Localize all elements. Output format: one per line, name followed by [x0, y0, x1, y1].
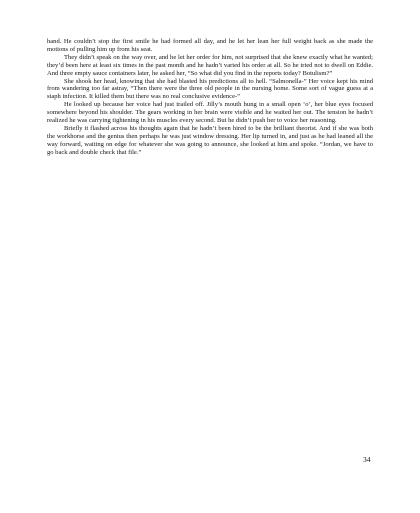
paragraph-4: He looked up because her voice had just trailed off. Jilly’s mouth hung in a small open ‘o’, her blue eyes focused somewhere beyond his shoulder. The gears working in her brain were visible and he waited her out. The tension he hadn’t realized he was carrying tightening in his muscles every second. But he didn’t push her to voice her reasoning.	[47, 101, 373, 125]
paragraph-2: They didn’t speak on the way over, and he let her order for him, not surprised that she knew exactly what he wanted; they’d been here at least six times in the past month and he hadn’t varied his order at all. So he tried not to dwell on Eddie. And three empty sauce containers later, he asked her, “So what did you find in the reports today? Botulism?”	[47, 53, 373, 77]
paragraph-5: Briefly it flashed across his thoughts again that he hadn’t been hired to be the brilliant theorist. And if she was both the workhorse and the genius then perhaps he was just window dressing. Her lip turned in, and just as he had leaned all the way forward, waiting on edge for whatever she was going to announce, she looked at him and spoke. “Jordan, we have to go back and double check that file.”	[47, 124, 373, 156]
paragraph-1: hand. He couldn’t stop the first smile he had formed all day, and he let her lean her full weight back as she made the motions of pulling him up from his seat.	[47, 38, 373, 53]
page-number: 34	[363, 455, 371, 464]
paragraph-3: She shook her head, knowing that she had blasted his predictions all to hell. “Salmonella-” Her voice kept his mind from wandering too far astray, “Then there were the three old people in the nursing home. Some sort of vague guess at a staph infection. It killed them but there was no real conclusive evidence-”	[47, 77, 373, 101]
body-text	[47, 38, 373, 157]
